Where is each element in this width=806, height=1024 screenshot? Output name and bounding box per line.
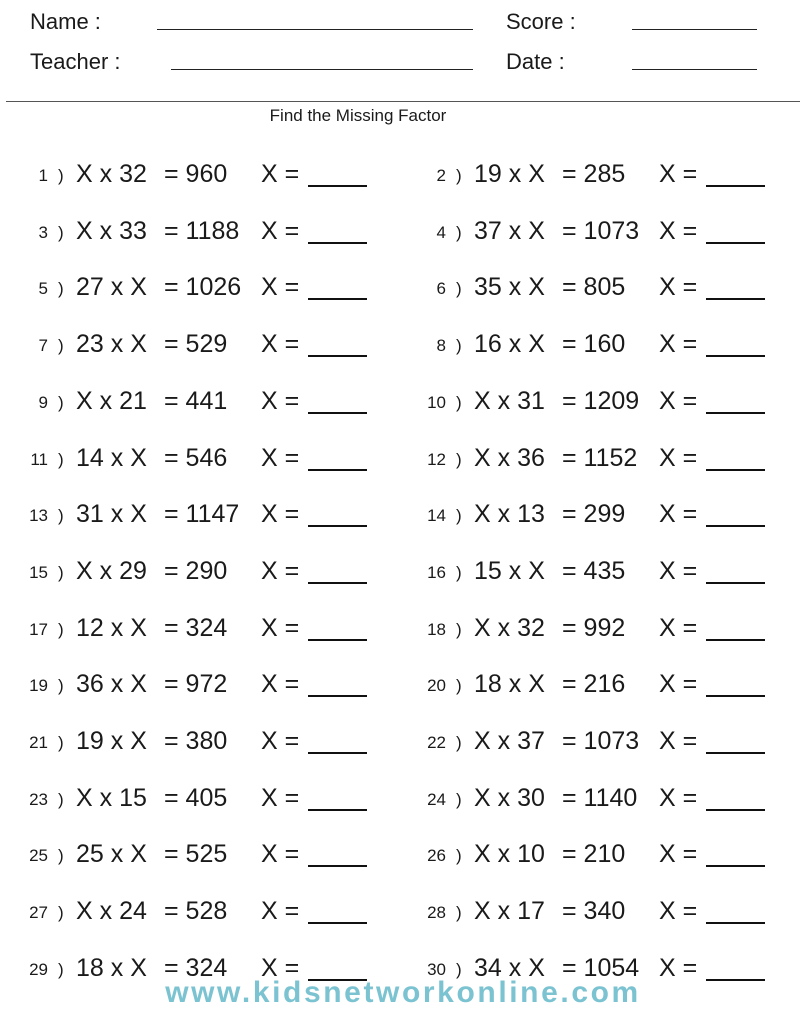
problem-result: = 529: [164, 330, 228, 359]
problem-number: 20: [427, 676, 446, 696]
answer-label: X =: [659, 160, 698, 188]
problem-item: [398, 150, 788, 190]
problem-expression: X x 30: [474, 783, 545, 812]
date-label: Date :: [506, 49, 565, 74]
problem-item: [398, 320, 788, 360]
problem-paren: ): [58, 846, 64, 866]
answer-blank[interactable]: [706, 752, 765, 754]
problem-paren: ): [58, 506, 64, 526]
problem-result: = 1147: [164, 500, 240, 529]
problem-item: [398, 887, 788, 927]
problem-result: = 1026: [164, 273, 242, 302]
problem-expression: X x 37: [474, 727, 545, 755]
problem-item: [0, 490, 390, 530]
problem-expression: 16 x X: [474, 330, 545, 359]
answer-label: X =: [261, 443, 300, 472]
problem-item: [398, 377, 788, 417]
problem-result: = 1054: [562, 953, 640, 982]
problem-number: 15: [29, 562, 48, 582]
problem-paren: ): [456, 903, 462, 923]
answer-blank[interactable]: [706, 582, 765, 584]
answer-label: X =: [261, 953, 300, 982]
problem-paren: ): [456, 336, 462, 356]
answer-label: X =: [261, 386, 300, 415]
problem-number: 26: [427, 846, 446, 866]
problem-item: [398, 547, 788, 587]
problem-item: [398, 830, 788, 870]
problem-result: = 299: [562, 500, 626, 529]
problem-paren: ): [58, 222, 64, 242]
answer-blank[interactable]: [308, 752, 367, 754]
problem-expression: 31 x X: [76, 500, 147, 529]
problem-result: = 1209: [562, 386, 640, 415]
answer-label: X =: [261, 273, 300, 302]
answer-label: X =: [659, 556, 698, 585]
answer-label: X =: [261, 727, 300, 755]
problem-number: 12: [427, 449, 446, 469]
problem-number: 30: [427, 959, 446, 979]
problem-number: 27: [29, 903, 48, 923]
problem-paren: ): [456, 392, 462, 412]
answer-label: X =: [261, 556, 300, 585]
problem-expression: 18 x X: [76, 953, 147, 982]
problem-number: 23: [29, 789, 48, 809]
answer-label: X =: [659, 783, 698, 812]
problem-item: [398, 660, 788, 700]
answer-label: X =: [659, 727, 698, 755]
problem-expression: X x 15: [76, 783, 147, 812]
answer-blank[interactable]: [308, 582, 367, 584]
problem-paren: ): [456, 562, 462, 582]
teacher-field[interactable]: [171, 69, 473, 70]
problem-number: 22: [427, 733, 446, 752]
answer-blank[interactable]: [308, 185, 367, 187]
problem-paren: ): [58, 619, 64, 639]
problem-number: 19: [29, 676, 48, 696]
problem-item: [0, 604, 390, 644]
problem-expression: X x 33: [76, 216, 147, 245]
problem-item: [0, 717, 390, 757]
answer-blank[interactable]: [706, 469, 765, 471]
problem-item: [0, 150, 390, 190]
answer-label: X =: [659, 216, 698, 245]
problem-number: 16: [427, 562, 446, 582]
problem-expression: 37 x X: [474, 216, 545, 245]
problem-result: = 1073: [562, 216, 640, 245]
answer-blank[interactable]: [706, 412, 765, 414]
problem-paren: ): [58, 449, 64, 469]
problem-number: 24: [427, 789, 446, 809]
answer-label: X =: [659, 273, 698, 302]
answer-label: X =: [659, 840, 698, 869]
problem-paren: ): [58, 789, 64, 809]
answer-label: X =: [261, 330, 300, 359]
problem-result: = 528: [164, 897, 228, 926]
answer-blank[interactable]: [308, 412, 367, 414]
problem-paren: ): [456, 959, 462, 979]
problem-result: = 380: [164, 727, 228, 755]
problem-expression: 14 x X: [76, 443, 147, 472]
problem-result: = 210: [562, 840, 626, 869]
problem-number: 17: [29, 619, 48, 639]
problem-item: [0, 377, 390, 417]
problem-expression: 35 x X: [474, 273, 545, 302]
problem-result: = 160: [562, 330, 626, 359]
problem-number: 14: [427, 506, 446, 526]
problem-expression: X x 24: [76, 897, 147, 926]
problem-expression: 36 x X: [76, 670, 147, 699]
problem-paren: ): [456, 846, 462, 866]
problem-item: [398, 717, 788, 757]
problem-item: [398, 604, 788, 644]
problem-number: 11: [30, 449, 48, 469]
problem-expression: X x 21: [76, 386, 147, 415]
problem-result: = 405: [164, 783, 228, 812]
problem-item: [398, 207, 788, 247]
answer-blank[interactable]: [706, 355, 765, 357]
problem-expression: 19 x X: [76, 727, 147, 755]
problem-number: 9: [38, 392, 48, 412]
problem-expression: X x 17: [474, 897, 545, 926]
answer-blank[interactable]: [706, 922, 765, 924]
date-field[interactable]: [632, 69, 757, 70]
answer-label: X =: [261, 783, 300, 812]
problem-item: [398, 434, 788, 474]
answer-label: X =: [261, 160, 300, 188]
problem-paren: ): [456, 506, 462, 526]
name-field[interactable]: [157, 29, 473, 30]
problem-result: = 324: [164, 953, 228, 982]
problem-item: [398, 263, 788, 303]
problem-paren: ): [456, 166, 462, 185]
problem-result: = 1152: [562, 443, 638, 472]
problem-item: [0, 547, 390, 587]
answer-blank[interactable]: [706, 639, 765, 641]
problem-item: [0, 887, 390, 927]
answer-label: X =: [659, 613, 698, 642]
problem-result: = 546: [164, 443, 228, 472]
problem-number: 10: [427, 392, 446, 412]
problem-result: = 340: [562, 897, 626, 926]
problem-expression: 25 x X: [76, 840, 147, 869]
problem-paren: ): [58, 733, 64, 752]
answer-blank[interactable]: [308, 809, 367, 811]
problem-result: = 972: [164, 670, 228, 699]
answer-label: X =: [261, 840, 300, 869]
problem-paren: ): [58, 959, 64, 979]
problem-expression: X x 32: [76, 160, 147, 188]
score-label: Score :: [506, 9, 576, 34]
problem-item: [398, 490, 788, 530]
problem-number: 6: [436, 279, 446, 299]
answer-label: X =: [659, 670, 698, 699]
problem-item: [0, 774, 390, 814]
problem-expression: 12 x X: [76, 613, 147, 642]
answer-blank[interactable]: [308, 639, 367, 641]
answer-label: X =: [659, 897, 698, 926]
answer-blank[interactable]: [706, 695, 765, 697]
answer-label: X =: [659, 330, 698, 359]
problem-expression: X x 13: [474, 500, 545, 529]
problem-paren: ): [456, 449, 462, 469]
answer-label: X =: [261, 613, 300, 642]
problem-result: = 960: [164, 160, 228, 188]
answer-blank[interactable]: [308, 695, 367, 697]
problem-number: 2: [436, 166, 446, 185]
problem-paren: ): [456, 676, 462, 696]
problem-result: = 216: [562, 670, 626, 699]
answer-blank[interactable]: [308, 922, 367, 924]
answer-label: X =: [261, 897, 300, 926]
answer-label: X =: [659, 443, 698, 472]
answer-blank[interactable]: [308, 355, 367, 357]
problem-paren: ): [58, 166, 64, 185]
problem-item: [0, 320, 390, 360]
problem-expression: X x 29: [76, 556, 147, 585]
problem-result: = 805: [562, 273, 626, 302]
problem-paren: ): [58, 903, 64, 923]
answer-label: X =: [659, 953, 698, 982]
problem-expression: X x 32: [474, 613, 545, 642]
answer-label: X =: [261, 216, 300, 245]
problem-expression: X x 10: [474, 840, 545, 869]
problem-result: = 992: [562, 613, 626, 642]
problem-number: 7: [38, 336, 48, 356]
problem-number: 28: [427, 903, 446, 923]
problem-item: [0, 434, 390, 474]
name-label: Name :: [30, 9, 101, 34]
problem-paren: ): [58, 279, 64, 299]
answer-blank[interactable]: [308, 242, 367, 244]
score-field[interactable]: [632, 29, 757, 30]
problem-expression: 18 x X: [474, 670, 545, 699]
problem-paren: ): [58, 336, 64, 356]
problem-number: 4: [436, 222, 446, 242]
answer-blank[interactable]: [308, 469, 367, 471]
problem-item: [0, 660, 390, 700]
answer-label: X =: [659, 386, 698, 415]
answer-label: X =: [261, 500, 300, 529]
website-footer: www.kidsnetworkonline.com: [165, 976, 641, 1009]
problem-number: 5: [38, 279, 48, 299]
problem-paren: ): [58, 676, 64, 696]
answer-label: X =: [261, 670, 300, 699]
problem-paren: ): [456, 619, 462, 639]
worksheet-title: Find the Missing Factor: [269, 106, 447, 125]
problem-paren: ): [456, 733, 462, 752]
problem-number: 29: [29, 959, 48, 979]
problem-expression: 27 x X: [76, 273, 147, 302]
problem-expression: X x 36: [474, 443, 545, 472]
answer-blank[interactable]: [706, 525, 765, 527]
problem-expression: X x 31: [474, 386, 545, 415]
problem-item: [0, 207, 390, 247]
problem-paren: ): [456, 789, 462, 809]
problem-item: [398, 774, 788, 814]
answer-blank[interactable]: [308, 525, 367, 527]
answer-blank[interactable]: [308, 298, 367, 300]
problem-number: 21: [29, 733, 48, 752]
answer-label: X =: [659, 500, 698, 529]
problem-result: = 290: [164, 556, 228, 585]
problem-result: = 285: [562, 160, 626, 188]
problem-expression: 19 x X: [474, 160, 545, 188]
problem-paren: ): [58, 392, 64, 412]
teacher-label: Teacher :: [30, 49, 121, 74]
problem-number: 18: [427, 619, 446, 639]
answer-blank[interactable]: [308, 865, 367, 867]
problem-expression: 34 x X: [474, 953, 545, 982]
problem-number: 3: [38, 222, 48, 242]
answer-blank[interactable]: [706, 185, 765, 187]
answer-blank[interactable]: [706, 242, 765, 244]
problem-number: 8: [436, 336, 446, 356]
problem-paren: ): [58, 562, 64, 582]
problem-paren: ): [456, 222, 462, 242]
problem-number: 13: [29, 506, 48, 526]
problem-result: = 1073: [562, 727, 640, 755]
problem-result: = 525: [164, 840, 228, 869]
answer-blank[interactable]: [706, 865, 765, 867]
problem-item: [0, 263, 390, 303]
problem-result: = 435: [562, 556, 626, 585]
answer-blank[interactable]: [706, 809, 765, 811]
problem-expression: 15 x X: [474, 556, 545, 585]
problem-result: = 441: [164, 386, 228, 415]
problem-result: = 324: [164, 613, 228, 642]
answer-blank[interactable]: [706, 298, 765, 300]
problem-expression: 23 x X: [76, 330, 147, 359]
problem-result: = 1140: [562, 783, 638, 812]
problem-number: 25: [29, 846, 48, 866]
problem-number: 1: [38, 166, 48, 185]
header-divider: [6, 101, 800, 102]
problem-item: [0, 830, 390, 870]
problem-result: = 1188: [164, 216, 240, 245]
problem-paren: ): [456, 279, 462, 299]
